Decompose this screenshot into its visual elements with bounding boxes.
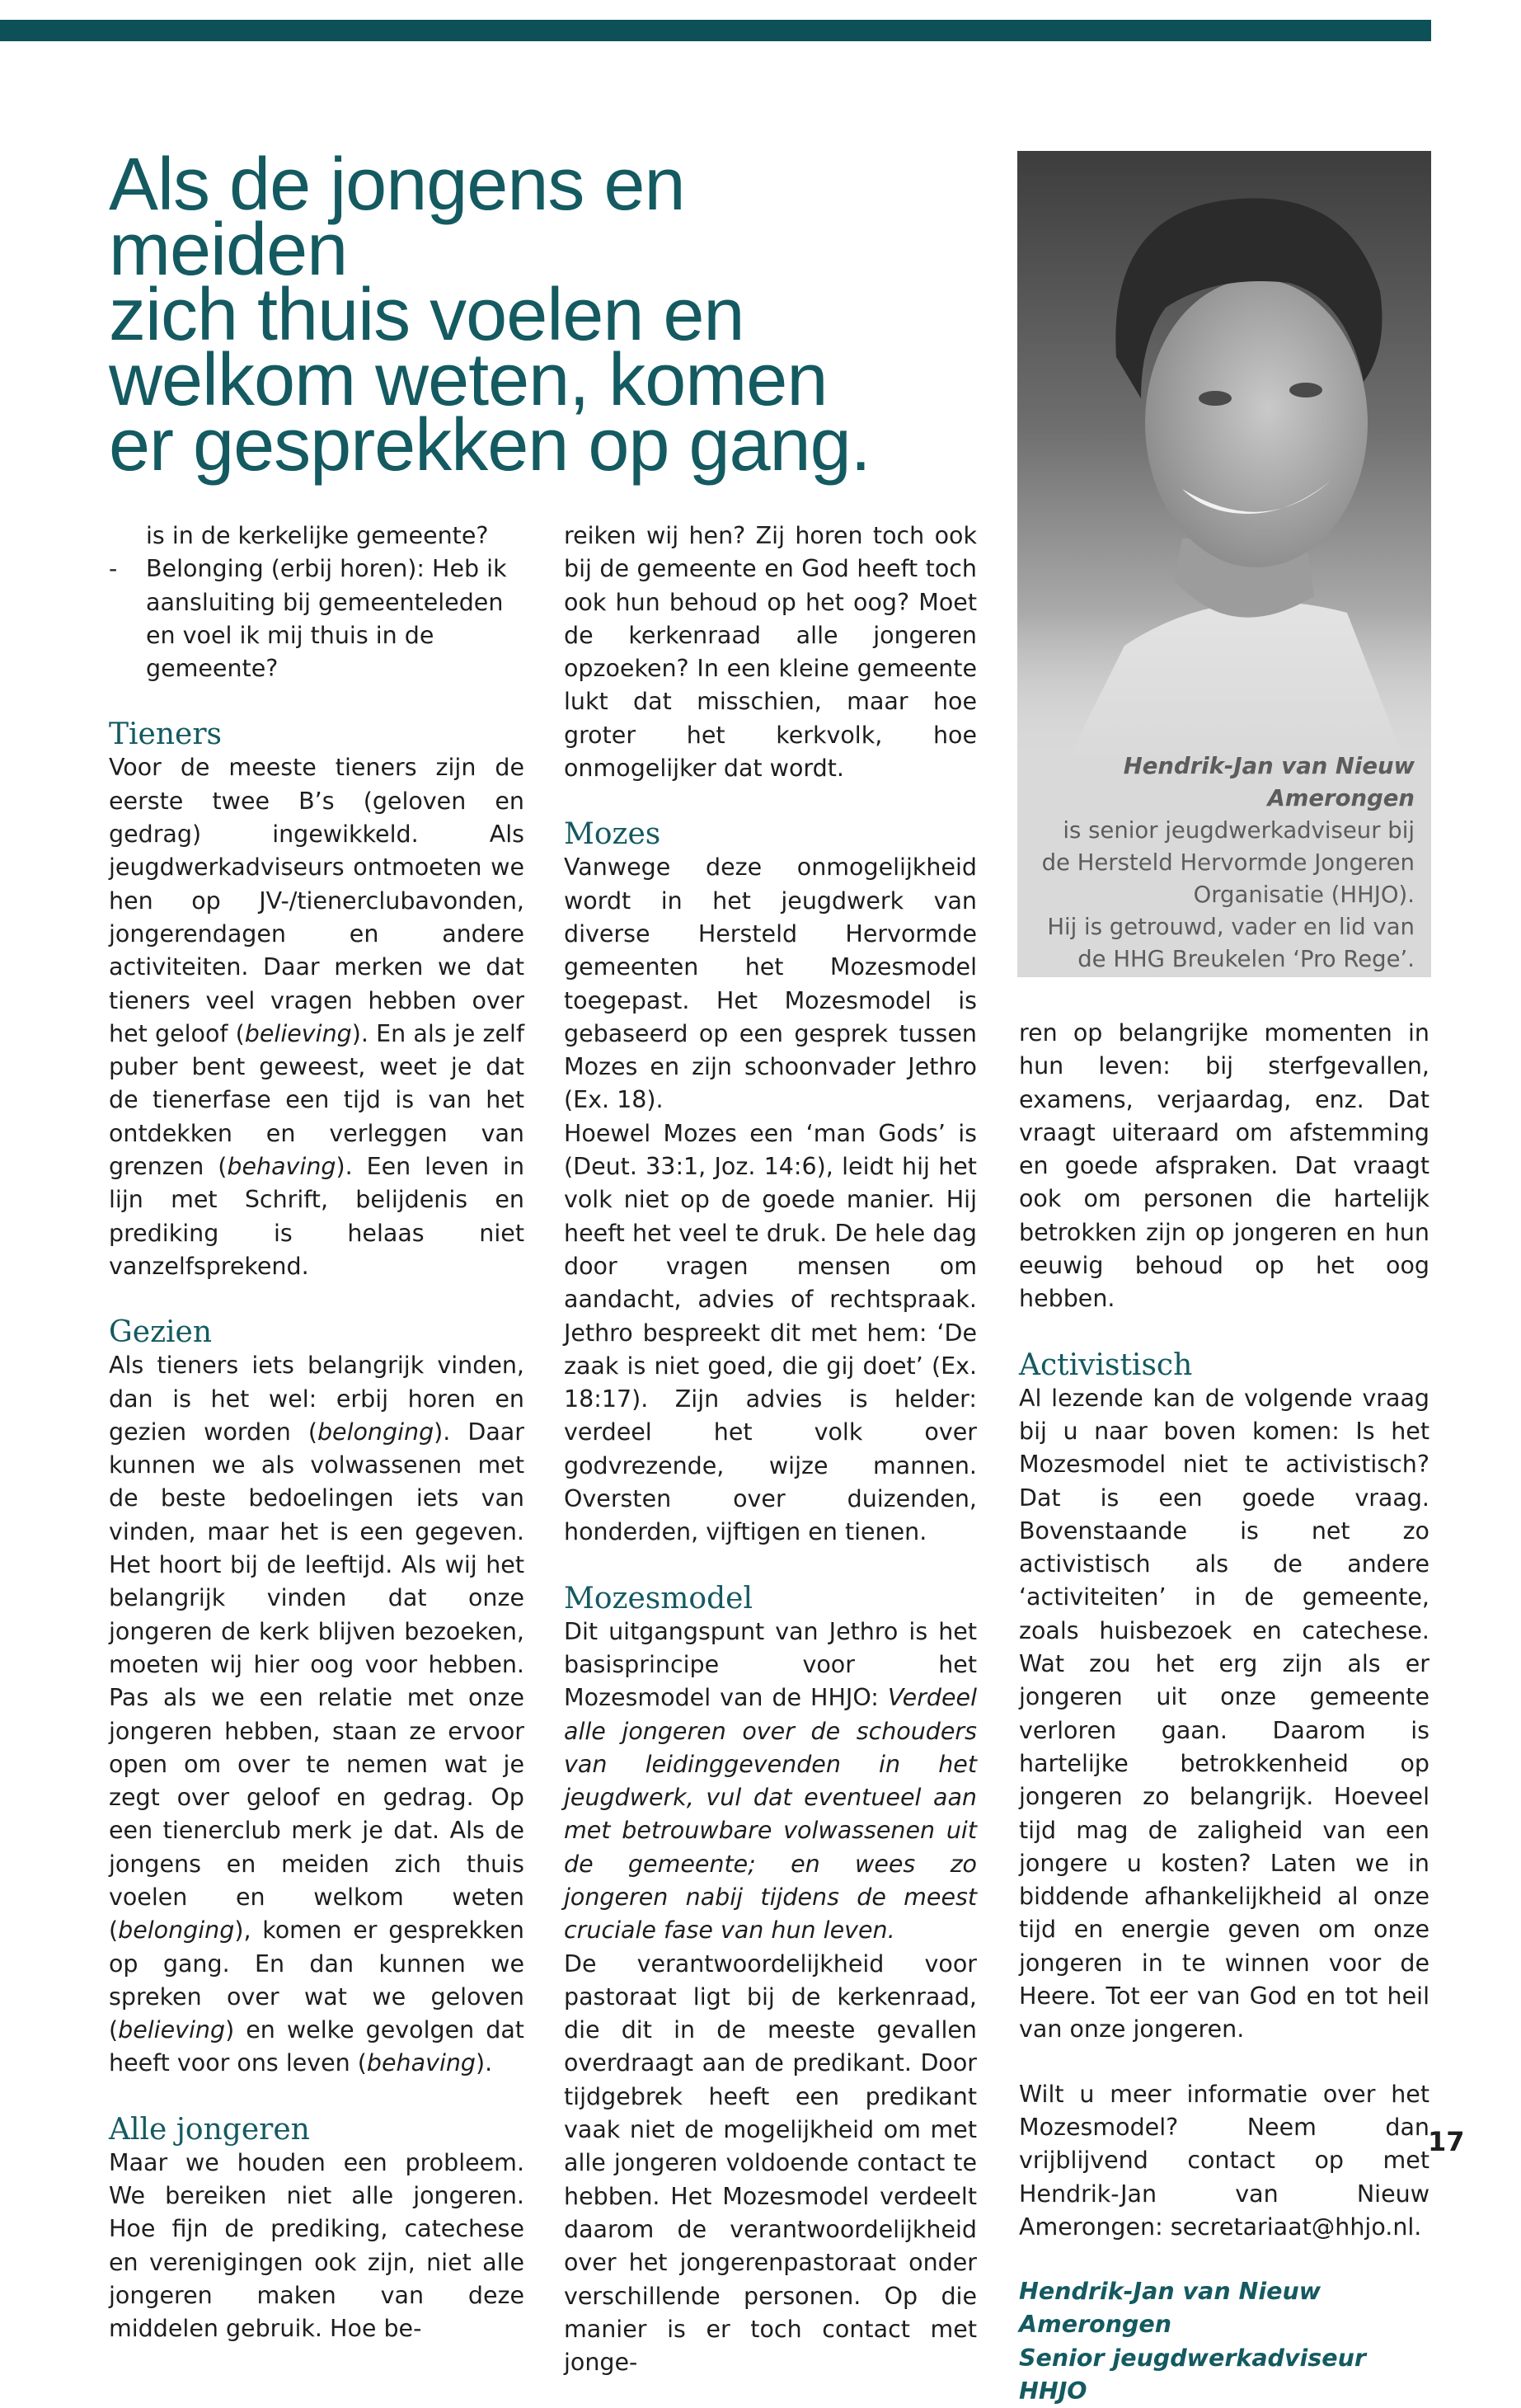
article-column-3 — [1019, 1017, 1429, 2408]
headline-line-4: er gesprekken op gang. — [109, 404, 871, 487]
author-portrait-photo — [1017, 151, 1431, 761]
caption-line: de Hersteld Hervormde Jongeren — [1041, 849, 1415, 876]
caption-line: is senior jeugdwerkadviseur bij — [1063, 817, 1415, 844]
mozesmodel-paragraph-1: Dit uitgangspunt van Jethro is het basisprincipe voor het Mozesmodel van de HHJO: Verdeel alle jongeren over de schouders van leidinggevenden in het jeugdwerk, vul dat eventueel aan met betrouwbare volwassenen uit de gemeente; en wees zo jongeren nabij tijdens de meest cruciale fase van hun leven. — [564, 1617, 977, 1945]
signature-name: Hendrik-Jan van Nieuw Amerongen — [1019, 2278, 1321, 2339]
caption-line: Hij is getrouwd, vader en lid van — [1047, 914, 1415, 940]
alle-jongeren-paragraph: Maar we houden een probleem. We bereiken niet alle jongeren. Hoe fijn de prediking, catechese en verenigingen ook zijn, niet alle jongeren maken van deze middelen gebruik. Hoe be- — [109, 2148, 524, 2343]
top-color-bar — [0, 20, 1431, 41]
article-column-2 — [564, 520, 977, 2379]
headline-line-2: zich thuis voelen en — [109, 274, 744, 356]
list-dash: - — [109, 555, 118, 583]
article-column-1 — [109, 520, 524, 2346]
column-2-intro-paragraph: reiken wij hen? Zij horen toch ook bij de gemeente en God heeft toch ook hun behoud op het oog? Moet de kerkenraad alle jongeren opzoeken? In een kleine gemeente lukt dat misschien, maar hoe groter het kerkvolk, hoe onmogelijker dat wordt. — [564, 522, 977, 783]
signature-role: Senior jeugdwerkadviseur HHJO — [1019, 2344, 1366, 2405]
list-item-text: Belonging (erbij horen): Heb ik aansluiting bij gemeenteleden en voel ik mij thuis in de gemeente? — [146, 555, 507, 683]
section-heading-activistisch: Activistisch — [1019, 1347, 1193, 1382]
author-photo-card — [1017, 151, 1431, 977]
mozes-paragraph-1: Vanwege deze onmogelijkheid wordt in het jeugdwerk van diverse Hersteld Hervormde gemeenten het Mozesmodel toegepast. Het Mozesmodel is gebaseerd op een gesprek tussen Mozes en zijn schoonvader Jethro (Ex. 18). — [564, 854, 977, 1114]
tieners-paragraph: Voor de meeste tieners zijn de eerste twee B’s (geloven en gedrag) ingewikkeld. Als jeugdwerkadviseurs ontmoeten we hen op JV-/tienerclubavonden, jongerendagen en andere activiteiten. Daar merken we dat tieners veel vragen hebben over het geloof (believing). En als je zelf puber bent geweest, weet je dat de tienerfase een tijd is van het ontdekken en verleggen van grenzen (behaving). Een leven in lijn met Schrift, belijdenis en prediking is helaas niet vanzelfsprekend. — [109, 754, 525, 1280]
headline-line-3: welkom weten, komen — [109, 339, 828, 421]
headline-line-1: Als de jongens en meiden — [109, 143, 685, 291]
author-caption — [1032, 750, 1415, 976]
mozesmodel-paragraph-2: De verantwoordelijkheid voor pastoraat ligt bij de kerkenraad, die dit in de meeste gevallen overdraagt aan de predikant. Door tijdgebrek heeft een predikant vaak niet de mogelijkheid om met alle jongeren voldoende contact te hebben. Het Mozesmodel verdeelt daarom de verantwoordelijkheid over het jongerenpastoraat onder verschillende personen. Op die manier is er toch contact met jonge- — [564, 1949, 977, 2377]
gezien-paragraph: Als tieners iets belangrijk vinden, dan is het wel: erbij horen en gezien worden (belonging). Daar kunnen we als volwassenen met de beste bedoelingen iets van vinden, maar het is een gegeven. Het hoort bij de leeftijd. Als wij het belangrijk vinden dat onze jongeren de kerk blijven bezoeken, moeten wij hier oog voor hebben. Pas als we een relatie met onze jongeren hebben, staan ze ervoor open om over te nemen wat je zegt over geloof en gedrag. Op een tienerclub merk je dat. Als de jongens en meiden zich thuis voelen en welkom weten (belonging), komen er gesprekken op gang. En dan kunnen we spreken over wat we geloven (believing) en welke gevolgen dat heeft voor ons leven (behaving). — [109, 1352, 524, 2077]
activistisch-paragraph: Al lezende kan de volgende vraag bij u naar boven komen: Is het Mozesmodel niet te activistisch? Dat is een goede vraag. Bovenstaande is net zo activistisch als de andere ‘activiteiten’ in de gemeente, zoals huisbezoek en catechese. Wat zou het erg zijn als er jongeren uit onze gemeente verloren gaan. Daarom is hartelijke betrokkenheid op jongeren zo belangrijk. Hoeveel tijd mag de zaligheid van een jongere u kosten? Laten we in biddende afhankelijkheid al onze tijd en energie geven om onze jongeren in te winnen voor de Heere. Tot eer van God en tot heil van onze jongeren. — [1019, 1384, 1429, 2044]
section-heading-tieners: Tieners — [109, 717, 223, 752]
column-3-intro-paragraph: ren op belangrijke momenten in hun leven: bij sterfgevallen, examens, verjaardag, enz. Dat vraagt uiteraard om afstemming en goede afspraken. Dat vraagt ook om personen die hartelijk betrokken zijn op jongeren en hun eeuwig behoud op het oog hebben. — [1019, 1019, 1429, 1313]
caption-line: Organisatie (HHJO). — [1193, 882, 1415, 908]
belonging-list-item — [109, 553, 524, 685]
intro-continuation: is in de kerkelijke gemeente? — [146, 522, 489, 549]
caption-author-name: Hendrik-Jan van Nieuw Amerongen — [1123, 753, 1415, 811]
contact-paragraph: Wilt u meer informatie over het Mozesmodel? Neem dan vrijblijvend contact op met Hendrik-Jan van Nieuw Amerongen: secretariaat@hhjo.nl. — [1019, 2080, 1429, 2241]
section-heading-mozesmodel: Mozesmodel — [564, 1581, 753, 1616]
section-heading-mozes: Mozes — [564, 817, 661, 852]
page-number: 17 — [1428, 2126, 1465, 2157]
section-heading-gezien: Gezien — [109, 1315, 213, 1350]
pull-quote-headline — [109, 143, 933, 487]
mozes-paragraph-2: Hoewel Mozes een ‘man Gods’ is (Deut. 33:1, Joz. 14:6), leidt hij het volk niet op de goede manier. Hij heeft het veel te druk. De hele dag door vragen mensen om aandacht, advies of rechtspraak. Jethro bespreekt dit met hem: ‘De zaak is niet goed, die gij doet’ (Ex. 18:17). Zijn advies is helder: verdeel het volk over godvrezende, wijze mannen. Oversten over duizenden, honderden, vijftigen en tienen. — [564, 1119, 977, 1546]
section-heading-alle-jongeren: Alle jongeren — [109, 2112, 310, 2147]
caption-line: de HHG Breukelen ‘Pro Rege’. — [1077, 946, 1415, 972]
